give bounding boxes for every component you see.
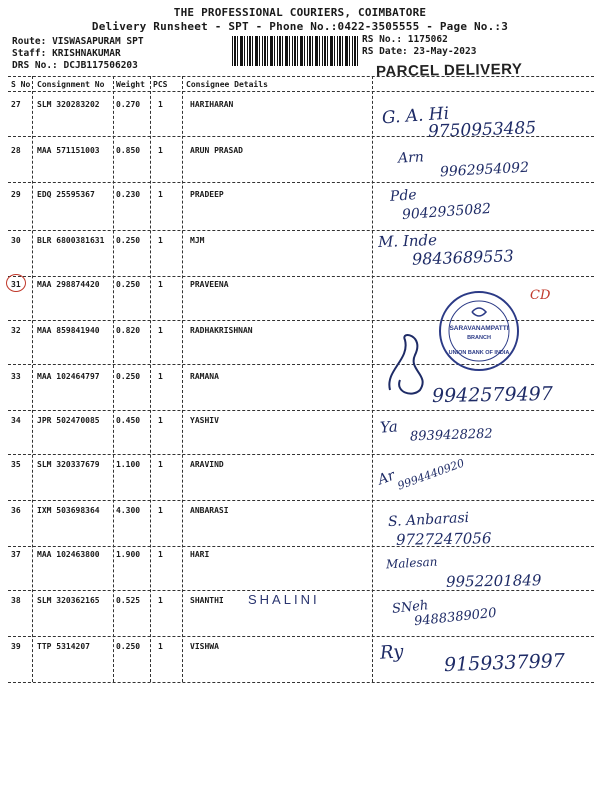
consignee-name: YASHIV <box>190 416 219 425</box>
weight: 0.250 <box>116 642 141 651</box>
signature: G. A. Hi <box>381 103 450 129</box>
rs-date-line <box>362 46 476 57</box>
phone-handwritten: 9962954092 <box>439 159 530 181</box>
consignee-name: SHANTHI <box>190 596 224 605</box>
phone-handwritten: 9994440920 <box>395 456 467 493</box>
sno: 27 <box>11 100 21 109</box>
weight: 0.250 <box>116 236 141 245</box>
sno: 36 <box>11 506 21 515</box>
phone-handwritten: 9488389020 <box>413 605 498 630</box>
pcs: 1 <box>158 190 163 199</box>
phone-handwritten: 9843689553 <box>411 246 515 269</box>
consignment-no: BLR 6800381631 <box>37 236 105 245</box>
staff-label: Staff: <box>12 48 47 59</box>
consignment-no: MAA 298874420 <box>37 280 100 289</box>
row-divider <box>8 410 594 411</box>
consignee-name: PRADEEP <box>190 190 224 199</box>
handwritten-name-note: SHALINI <box>248 592 320 607</box>
weight: 0.525 <box>116 596 141 605</box>
col-consignee: Consignee Details <box>186 80 268 89</box>
sno: 37 <box>11 550 21 559</box>
consignee-name: ARUN PRASAD <box>190 146 243 155</box>
table-row <box>0 142 600 182</box>
phone-handwritten: 9942579497 <box>431 382 554 408</box>
row-divider <box>8 500 594 501</box>
parcel-delivery-stamp: PARCEL DELIVERY <box>375 60 523 81</box>
consignment-no: MAA 102463800 <box>37 550 100 559</box>
consignee-name: RADHAKRISHNAN <box>190 326 253 335</box>
signature: M. Inde <box>377 230 438 252</box>
signature: Ar <box>375 467 398 489</box>
consignee-name: HARI <box>190 550 210 559</box>
row-divider <box>8 230 594 231</box>
pcs: 1 <box>158 236 163 245</box>
weight: 0.820 <box>116 326 141 335</box>
consignee-name: MJM <box>190 236 205 245</box>
seal-sub: BRANCH <box>467 335 491 341</box>
table-row <box>0 456 600 502</box>
weight: 1.100 <box>116 460 141 469</box>
table-row <box>0 502 600 549</box>
weight: 0.270 <box>116 100 141 109</box>
consignment-no: MAA 571151003 <box>37 146 100 155</box>
signature: SNeh <box>391 598 430 617</box>
weight: 0.450 <box>116 416 141 425</box>
pcs: 1 <box>158 550 163 559</box>
row-divider <box>8 182 594 183</box>
pcs: 1 <box>158 416 163 425</box>
rs-no-label: RS No.: <box>362 34 403 45</box>
sno: 38 <box>11 596 21 605</box>
pcs: 1 <box>158 280 163 289</box>
consignee-name: VISHWA <box>190 642 219 651</box>
consignment-no: SLM 320337679 <box>37 460 100 469</box>
phone-handwritten: 9159337997 <box>443 649 566 677</box>
signature: Ry <box>379 641 405 664</box>
seal-bank: UNION BANK OF INDIA <box>448 350 510 356</box>
drs-label: DRS No.: <box>12 60 58 71</box>
phone-handwritten: 9952201849 <box>445 571 542 591</box>
consignee-name: ANBARASI <box>190 506 229 515</box>
weight: 0.250 <box>116 280 141 289</box>
phone-handwritten: 8939428282 <box>409 426 493 445</box>
consignee-name: PRAVEENA <box>190 280 229 289</box>
sno: 32 <box>11 326 21 335</box>
route-value: VISWASAPURAM SPT <box>52 36 144 47</box>
table-row <box>0 546 600 590</box>
pcs: 1 <box>158 326 163 335</box>
rs-date-value: 23-May-2023 <box>413 46 477 57</box>
rs-date-label: RS Date: <box>362 46 408 57</box>
signature: Ya <box>379 417 399 437</box>
pcs: 1 <box>158 506 163 515</box>
consignment-no: IXM 503698364 <box>37 506 100 515</box>
col-sno: S No <box>11 80 31 89</box>
route-label: Route: <box>12 36 47 47</box>
staff-value: KRISHNAKUMAR <box>52 48 121 59</box>
table-bottom-border <box>8 682 594 683</box>
drs-line <box>12 60 138 71</box>
sno: 29 <box>11 190 21 199</box>
pcs: 1 <box>158 642 163 651</box>
phone-handwritten: 9750953485 <box>427 118 537 142</box>
signature: Malesan <box>385 554 438 572</box>
route-line <box>12 36 144 47</box>
signature: Arn <box>397 149 425 167</box>
consignment-no: MAA 859841940 <box>37 326 100 335</box>
consignee-name: RAMANA <box>190 372 219 381</box>
row-divider <box>8 590 594 591</box>
document-subtitle: Delivery Runsheet - SPT - Phone No.:0422-3505555 - Page No.:3 <box>91 20 509 33</box>
sno: 33 <box>11 372 21 381</box>
col-pcs: PCS <box>153 80 168 89</box>
consignment-no: TTP 5314207 <box>37 642 90 651</box>
table-row <box>0 186 600 230</box>
document-title: THE PROFESSIONAL COURIERS, COIMBATORE <box>173 6 427 19</box>
consignee-name: HARIHARAN <box>190 100 234 109</box>
consignment-no: JPR 502470085 <box>37 416 100 425</box>
red-circle-mark <box>6 274 26 292</box>
phone-handwritten: 9727247056 <box>395 529 492 549</box>
pcs: 1 <box>158 596 163 605</box>
sno: 35 <box>11 460 21 469</box>
table-row <box>0 592 600 636</box>
bank-seal-stamp <box>438 290 520 372</box>
weight: 4.300 <box>116 506 141 515</box>
consignment-no: SLM 320362165 <box>37 596 100 605</box>
table-top-border <box>8 76 594 77</box>
pcs: 1 <box>158 372 163 381</box>
staff-line <box>12 48 121 59</box>
pcs: 1 <box>158 146 163 155</box>
col-consignment: Consignment No <box>37 80 105 89</box>
barcode <box>232 36 360 66</box>
table-row <box>0 638 600 682</box>
phone-handwritten: 9042935082 <box>401 200 492 224</box>
rs-no-line <box>362 34 448 45</box>
weight: 1.900 <box>116 550 141 559</box>
weight: 0.250 <box>116 372 141 381</box>
row-divider <box>8 454 594 455</box>
consignee-name: ARAVIND <box>190 460 224 469</box>
pcs: 1 <box>158 100 163 109</box>
consignment-no: SLM 320283202 <box>37 100 100 109</box>
sno: 28 <box>11 146 21 155</box>
signature: Pde <box>389 187 418 205</box>
pcs: 1 <box>158 460 163 469</box>
rs-no-value: 1175062 <box>407 34 448 45</box>
weight: 0.850 <box>116 146 141 155</box>
weight: 0.230 <box>116 190 141 199</box>
consignment-no: MAA 102464797 <box>37 372 100 381</box>
seal-branch: SARAVANAMPATTI <box>449 325 509 332</box>
sno: 31 <box>11 280 21 289</box>
sno: 39 <box>11 642 21 651</box>
sno: 34 <box>11 416 21 425</box>
col-weight: Weight <box>116 80 145 89</box>
signature-scribble <box>380 330 440 400</box>
table-row <box>0 96 600 142</box>
table-row <box>0 412 600 456</box>
red-cd-mark: CD <box>530 288 551 303</box>
drs-value: DCJB117506203 <box>63 60 138 71</box>
sno: 30 <box>11 236 21 245</box>
table-row <box>0 368 600 412</box>
row-divider <box>8 636 594 637</box>
signature: S. Anbarasi <box>387 509 470 531</box>
row-divider <box>8 136 594 137</box>
consignment-no: EDQ 25595367 <box>37 190 95 199</box>
table-row <box>0 232 600 276</box>
header-bottom-border <box>8 91 594 92</box>
